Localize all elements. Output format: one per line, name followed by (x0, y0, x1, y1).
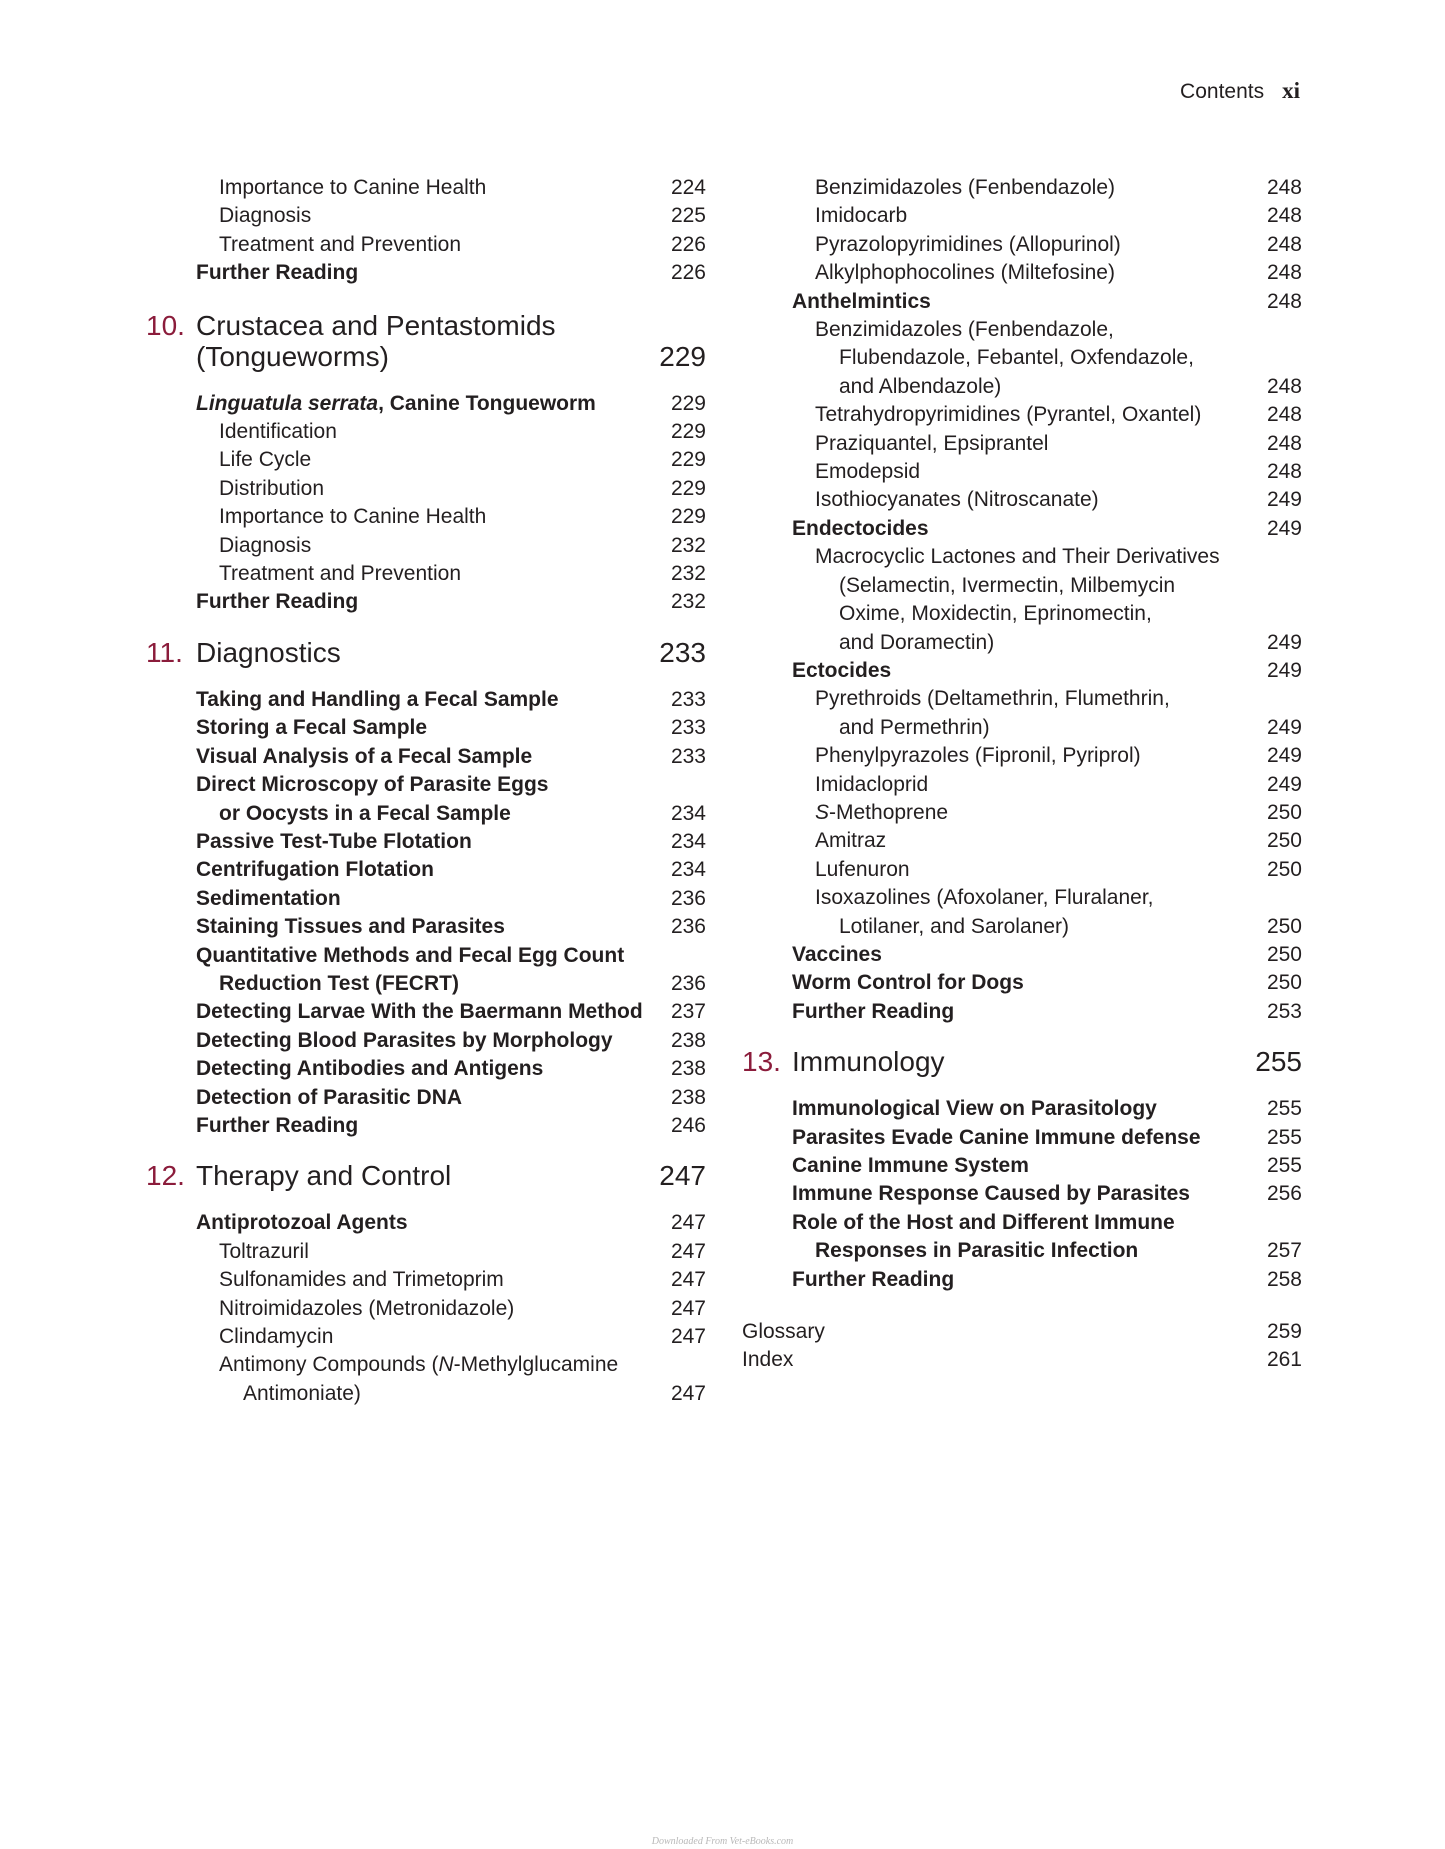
toc-entry[interactable]: Linguatula serrata, Canine Tongueworm 229 (196, 391, 706, 415)
toc-entry[interactable]: Role of the Host and Different Immune Responses in Parasitic Infection 257 (792, 1210, 1302, 1263)
toc-entry[interactable]: Diagnosis 232 (219, 533, 706, 557)
toc-entry[interactable]: Pyrazolopyrimidines (Allopurinol) 248 (815, 232, 1302, 256)
toc-entry[interactable]: Nitroimidazoles (Metronidazole) 247 (219, 1296, 706, 1320)
header-title: Contents (1180, 80, 1265, 103)
toc-entry[interactable]: Distribution 229 (219, 476, 706, 500)
toc-entry[interactable]: Taking and Handling a Fecal Sample 233 (196, 687, 706, 711)
toc-entry[interactable]: Identification 229 (219, 420, 706, 444)
toc-entry[interactable]: Staining Tissues and Parasites 236 (196, 915, 706, 939)
toc-entry[interactable]: Ectocides 249 (792, 658, 1302, 682)
header-page-number: xi (1282, 78, 1300, 103)
toc-entry[interactable]: Antimony Compounds (N-Methylglucamine Antimoniate) 247 (219, 1353, 706, 1405)
toc-entry[interactable]: Tetrahydropyrimidines (Pyrantel, Oxantel) 248 (815, 403, 1302, 427)
chapter-heading-11[interactable]: 11. Diagnostics 233 (146, 636, 706, 668)
toc-entry[interactable]: Further Reading 253 (792, 999, 1302, 1023)
running-header (1180, 78, 1300, 104)
toc-entry[interactable]: Sulfonamides and Trimetoprim 247 (219, 1268, 706, 1292)
toc-entry[interactable]: Further Reading 246 (196, 1113, 706, 1137)
toc-entry[interactable]: Detection of Parasitic DNA 238 (196, 1085, 706, 1109)
toc-entry[interactable]: Isoxazolines (Afoxolaner, Fluralaner, Lotilaner, and Sarolaner) 250 (815, 886, 1302, 938)
toc-entry[interactable]: Isothiocyanates (Nitroscanate) 249 (815, 488, 1302, 512)
toc-entry[interactable]: Quantitative Methods and Fecal Egg Count Reduction Test (FECRT) 236 (196, 943, 706, 995)
toc-entry[interactable]: Visual Analysis of a Fecal Sample 233 (196, 744, 706, 768)
toc-entry[interactable]: Praziquantel, Epsiprantel 248 (815, 431, 1302, 455)
toc-entry[interactable]: Further Reading 226 (196, 261, 706, 285)
chapter-heading-10[interactable]: 10. Crustacea and Pentastomids (Tongueworms) 229 (146, 309, 706, 372)
chapter-heading-13[interactable]: 13. Immunology 255 (742, 1046, 1302, 1078)
toc-entry[interactable]: Imidocarb 248 (815, 204, 1302, 228)
toc-column-left (146, 174, 706, 1408)
toc-entry[interactable]: Amitraz 250 (815, 829, 1302, 853)
toc-entry[interactable]: Benzimidazoles (Fenbendazole) 248 (815, 176, 1302, 199)
toc-entry[interactable]: Endectocides 249 (792, 516, 1302, 540)
toc-entry[interactable]: Diagnosis 225 (219, 204, 706, 228)
toc-column-right (742, 174, 1302, 1375)
toc-entry[interactable]: Immunological View on Parasitology 255 (792, 1097, 1302, 1121)
toc-entry[interactable]: Worm Control for Dogs 250 (792, 971, 1302, 995)
toc-entry[interactable]: Emodepsid 248 (815, 460, 1302, 484)
toc-entry[interactable]: Antiprotozoal Agents 247 (196, 1211, 706, 1235)
toc-entry[interactable]: Vaccines 250 (792, 942, 1302, 966)
download-footer: Downloaded From Vet-eBooks.com (651, 1836, 794, 1847)
toc-entry[interactable]: Further Reading 232 (196, 590, 706, 614)
toc-entry[interactable]: Anthelmintics 248 (792, 289, 1302, 313)
toc-entry-index[interactable]: Index 261 (742, 1348, 1302, 1372)
toc-entry[interactable]: Detecting Larvae With the Baermann Method 237 (196, 1000, 706, 1024)
toc-entry[interactable]: Centrifugation Flotation 234 (196, 858, 706, 882)
toc-entry[interactable]: Alkylphophocolines (Miltefosine) 248 (815, 261, 1302, 285)
toc-entry[interactable]: Sedimentation 236 (196, 886, 706, 910)
toc-entry[interactable]: Macrocyclic Lactones and Their Derivatives (Selamectin, Ivermectin, Milbemycin Oxime, Moxidectin, Eprinomectin, and Doramectin) 249 (815, 545, 1302, 654)
toc-entry[interactable]: Imidacloprid 249 (815, 772, 1302, 796)
toc-entry[interactable]: Storing a Fecal Sample 233 (196, 716, 706, 740)
toc-entry[interactable]: Pyrethroids (Deltamethrin, Flumethrin, and Permethrin) 249 (815, 687, 1302, 739)
toc-entry[interactable]: Passive Test-Tube Flotation 234 (196, 829, 706, 853)
toc-entry[interactable]: Importance to Canine Health 229 (219, 505, 706, 529)
toc-entry[interactable]: Detecting Antibodies and Antigens 238 (196, 1057, 706, 1081)
toc-entry[interactable]: Further Reading 258 (792, 1267, 1302, 1291)
toc-entry[interactable]: Life Cycle 229 (219, 448, 706, 472)
toc-entry[interactable]: Canine Immune System 255 (792, 1154, 1302, 1177)
toc-entry-glossary[interactable]: Glossary 259 (742, 1320, 1302, 1344)
toc-entry[interactable]: Parasites Evade Canine Immune defense 255 (792, 1125, 1302, 1149)
chapter-heading-12[interactable]: 12. Therapy and Control 247 (146, 1160, 706, 1192)
toc-entry[interactable]: Lufenuron 250 (815, 857, 1302, 881)
toc-entry[interactable]: Importance to Canine Health 224 (219, 176, 706, 199)
toc-entry[interactable]: Detecting Blood Parasites by Morphology 238 (196, 1028, 706, 1052)
toc-entry[interactable]: Immune Response Caused by Parasites 256 (792, 1182, 1302, 1206)
toc-entry[interactable]: Direct Microscopy of Parasite Eggs or Oocysts in a Fecal Sample 234 (196, 773, 706, 825)
toc-entry[interactable]: Treatment and Prevention 226 (219, 232, 706, 256)
toc-entry[interactable]: Treatment and Prevention 232 (219, 562, 706, 586)
toc-entry[interactable]: Phenylpyrazoles (Fipronil, Pyriprol) 249 (815, 744, 1302, 768)
toc-entry[interactable]: Clindamycin 247 (219, 1325, 706, 1348)
toc-entry[interactable]: S-Methoprene 250 (815, 800, 1302, 824)
toc-entry[interactable]: Benzimidazoles (Fenbendazole, Flubendazole, Febantel, Oxfendazole, and Albendazole) 248 (815, 318, 1302, 398)
toc-entry[interactable]: Toltrazuril 247 (219, 1239, 706, 1263)
